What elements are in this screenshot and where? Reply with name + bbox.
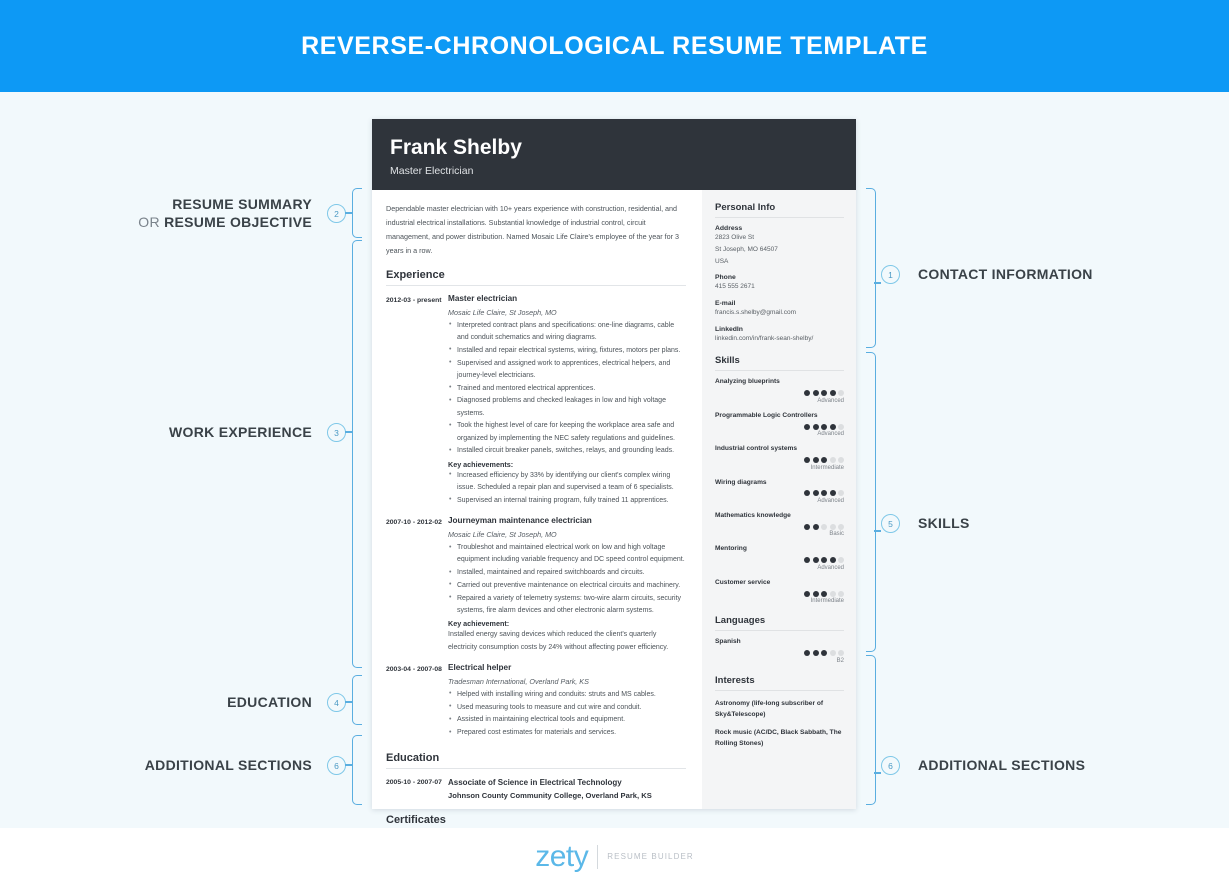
zety-tagline: RESUME BUILDER [607,852,694,861]
personal-info-value: francis.s.shelby@gmail.com [715,308,797,316]
bullet-item: • Supervised and assigned work to apprentices, electrical helpers, and journey-level electricians. [448,358,686,383]
bullet-item: • Interpreted contract plans and specifications: one-line diagrams, cable and conduit schematics and wiring diagrams. [448,320,686,345]
rating-dot [830,390,836,396]
annotation-label-resume-summary [60,196,312,231]
page-header [0,0,1229,92]
rating-dot [830,591,836,597]
personal-info-value: USA [715,257,729,265]
tick-3 [345,431,352,433]
rating-dot [821,650,827,656]
rating-dot [813,650,819,656]
annotation-label-work-experience: WORK EXPERIENCE [169,424,312,440]
key-achievements-label: Key achievements: [448,459,514,469]
section-heading-languages: Languages [715,615,844,631]
rating-dot [830,424,836,430]
rating-dot [830,490,836,496]
experience-list [386,294,686,740]
annotation-label-education: EDUCATION [227,694,312,710]
skill-rating [715,390,844,396]
bullet-item: • Repaired a variety of telemetry systems: two-wire alarm circuits, security systems, fire alarm devices and other electronic alarm systems. [448,593,686,618]
skill-item [715,545,844,570]
rating-dot [804,424,810,430]
language-rating [715,650,844,656]
skill-level-label: Advanced [817,497,844,504]
rating-dot [804,390,810,396]
interest-item: Rock music (AC/DC, Black Sabbath, The Rolling Stones) [715,728,842,748]
rating-dot [804,650,810,656]
key-achievement-text: Installed energy saving devices which reduced the client's quarterly electricity consumption costs by 24% without affecting power efficiency. [448,631,669,651]
skill-rating [715,490,844,496]
skill-name: Programmable Logic Controllers [715,411,818,419]
section-heading-education: Education [386,752,686,769]
language-name: Spanish [715,638,741,646]
rating-dot [830,457,836,463]
bullet-item: • Installed and repair electrical systems, wiring, fixtures, motors per plans. [448,345,686,357]
rating-dot [838,591,844,597]
entry-job-title: Journeyman maintenance electrician [448,516,592,526]
skill-name: Mathematics knowledge [715,511,791,519]
rating-dot [821,557,827,563]
personal-info-value: St Joseph, MO 64507 [715,245,778,253]
zety-logo[interactable] [535,839,694,873]
rating-dot [813,557,819,563]
section-heading-personal-info: Personal Info [715,202,844,218]
education-date: 2005-10 - 2007-07 [386,778,442,786]
tick-6-right [874,772,881,774]
resume-header [372,119,856,190]
bullet-item: • Increased efficiency by 33% by identifying our client's complex wiring issue. Scheduled a repair plan and supervised a team of 6 specialists. [448,470,686,495]
page-footer [0,828,1229,885]
skill-item [715,412,844,437]
skill-name: Industrial control systems [715,445,798,453]
annotation-badge-2: 2 [327,204,346,223]
bullet-item: • Assisted in maintaining electrical tools and equipment. [448,714,686,726]
resume-sidebar-column [702,190,856,809]
skills-list [715,378,844,604]
entry-job-title: Master electrician [448,294,518,304]
rating-dot [804,591,810,597]
rating-dot [838,490,844,496]
skill-item [715,579,844,604]
annotation-badge-5: 5 [881,514,900,533]
skill-name: Mentoring [715,545,747,553]
interest-item: Astronomy (life-long subscriber of Sky&Telescope) [715,699,824,719]
rating-dot [830,650,836,656]
annotation-label-additional-sections-left: ADDITIONAL SECTIONS [144,757,312,773]
tick-5 [874,530,881,532]
bullet-item: • Diagnosed problems and checked leakages in low and high voltage systems. [448,395,686,420]
bracket-additional-sections-right [866,655,876,805]
education-school: Johnson County Community College, Overland Park, KS [448,791,652,801]
tick-2 [345,212,352,214]
language-item [715,638,844,663]
personal-info-label: Address [715,225,743,233]
entry-date: 2012-03 - present [386,297,442,305]
rating-dot [821,457,827,463]
entry-job-title: Electrical helper [448,663,512,673]
rating-dot [804,557,810,563]
annotation-label-skills: SKILLS [918,515,970,531]
resume-main-column [372,190,702,826]
resume-summary: Dependable master electrician with 10+ years experience with construction, residential, and industrial electrical installations. Substantial knowledge of industrial control, circuit management, and power distribution. Named Mosaic Life Claire's employee of the year for 3 years in a row. [386,204,680,256]
skill-level-label: Advanced [817,431,844,438]
rating-dot [804,490,810,496]
annotation-badge-4: 4 [327,693,346,712]
tick-6-left [345,764,352,766]
bullet-item: • Installed, maintained and repaired switchboards and circuits. [448,567,686,579]
personal-info-value: 2823 Olive St [715,234,755,242]
skill-rating [715,557,844,563]
skill-rating [715,457,844,463]
skill-level-label: Basic [829,531,844,538]
skill-rating [715,424,844,430]
rating-dot [830,524,836,530]
section-heading-interests: Interests [715,675,844,691]
bracket-contact-information [866,188,876,348]
section-heading-experience: Experience [386,269,686,286]
experience-entry [386,516,686,654]
entry-content [448,663,686,740]
rating-dot [838,424,844,430]
rating-dot [813,490,819,496]
entry-organization: Mosaic Life Claire, St Joseph, MO [448,307,557,317]
key-achievement-bullets [448,470,686,507]
key-achievements-label: Key achievement: [448,619,510,629]
entry-date: 2003-04 - 2007-08 [386,666,442,674]
rating-dot [813,390,819,396]
skill-name: Wiring diagrams [715,478,767,486]
rating-dot [838,650,844,656]
annotation-badge-6-right: 6 [881,756,900,775]
page-title: REVERSE-CHRONOLOGICAL RESUME TEMPLATE [301,31,928,60]
annotation-or: OR [138,213,165,230]
entry-bullets [448,689,686,740]
personal-info-label: LinkedIn [715,325,743,333]
bullet-item: • Trained and mentored electrical apprentices. [448,383,686,395]
section-heading-skills: Skills [715,355,844,371]
skill-item [715,512,844,537]
skill-name: Customer service [715,578,771,586]
rating-dot [813,524,819,530]
rating-dot [821,424,827,430]
bracket-skills [866,352,876,652]
annotation-line1: RESUME SUMMARY [172,196,312,212]
resume-card [372,119,856,826]
education-degree: Associate of Science in Electrical Technology [448,777,622,787]
tick-1 [874,282,881,284]
annotation-label-additional-sections-right: ADDITIONAL SECTIONS [918,757,1086,773]
logo-divider [597,845,598,869]
education-content [448,777,686,802]
bullet-item: • Helped with installing wiring and conduits: struts and MS cables. [448,689,686,701]
skill-rating [715,591,844,597]
bracket-additional-sections-left [352,735,362,805]
languages-list [715,638,844,663]
rating-dot [821,390,827,396]
rating-dot [821,490,827,496]
bullet-item: • Took the highest level of care for keeping the workplace area safe and organized by implementing the NEC safety regulations and guidelines. [448,420,686,445]
experience-entry [386,294,686,507]
rating-dot [821,524,827,530]
entry-content [448,294,686,507]
skill-level-label: Advanced [817,564,844,571]
rating-dot [804,524,810,530]
bracket-resume-summary [352,188,362,238]
experience-entry [386,663,686,740]
rating-dot [830,557,836,563]
personal-info-value: 415 555 2671 [715,283,755,291]
rating-dot [838,557,844,563]
entry-date: 2007-10 - 2012-02 [386,519,442,527]
rating-dot [813,457,819,463]
rating-dot [821,591,827,597]
personal-info-list [715,225,844,344]
rating-dot [813,591,819,597]
entry-organization: Tradesman International, Overland Park, KS [448,676,589,686]
annotation-badge-6-left: 6 [327,756,346,775]
bullet-item: • Used measuring tools to measure and cut wire and conduit. [448,702,686,714]
bullet-item: • Supervised an internal training program, fully trained 11 apprentices. [448,495,686,507]
personal-info-value: linkedin.com/in/frank-sean-shelby/ [715,334,814,342]
rating-dot [838,390,844,396]
entry-bullets [448,320,686,458]
personal-info-label: Phone [715,274,736,282]
rating-dot [813,424,819,430]
resume-body [372,190,856,826]
annotation-label-contact-information: CONTACT INFORMATION [918,266,1093,282]
skill-level-label: Intermediate [810,464,844,471]
bracket-education [352,675,362,725]
skill-rating [715,524,844,530]
annotation-badge-3: 3 [327,423,346,442]
personal-info-label: E-mail [715,299,736,307]
entry-content [448,516,686,654]
candidate-name: Frank Shelby [390,136,522,159]
bullet-item: • Installed circuit breaker panels, switches, relays, and grounding leads. [448,445,686,457]
interests-list [715,698,844,750]
bullet-item: • Troubleshot and maintained electrical work on low and high voltage equipment including variable frequency and DC speed control equipment. [448,542,686,567]
entry-bullets [448,542,686,617]
skill-level-label: Advanced [817,397,844,404]
rating-dot [838,524,844,530]
education-list [386,777,686,802]
skill-name: Analyzing blueprints [715,378,780,386]
bullet-item: • Prepared cost estimates for materials and services. [448,727,686,739]
skill-level-label: Intermediate [810,598,844,605]
tick-4 [345,701,352,703]
annotation-line2: RESUME OBJECTIVE [164,213,312,230]
bullet-item: • Carried out preventive maintenance on electrical circuits and machinery. [448,580,686,592]
skill-item [715,445,844,470]
bracket-work-experience [352,240,362,668]
skill-item [715,479,844,504]
section-heading-certificates: Certificates [386,814,686,831]
candidate-job-title: Master Electrician [390,165,474,178]
rating-dot [838,457,844,463]
entry-organization: Mosaic Life Claire, St Joseph, MO [448,530,557,540]
annotation-badge-1: 1 [881,265,900,284]
language-level-label: B2 [836,657,844,664]
skill-item [715,378,844,403]
zety-wordmark: zety [535,839,589,873]
education-entry [386,777,686,802]
rating-dot [804,457,810,463]
